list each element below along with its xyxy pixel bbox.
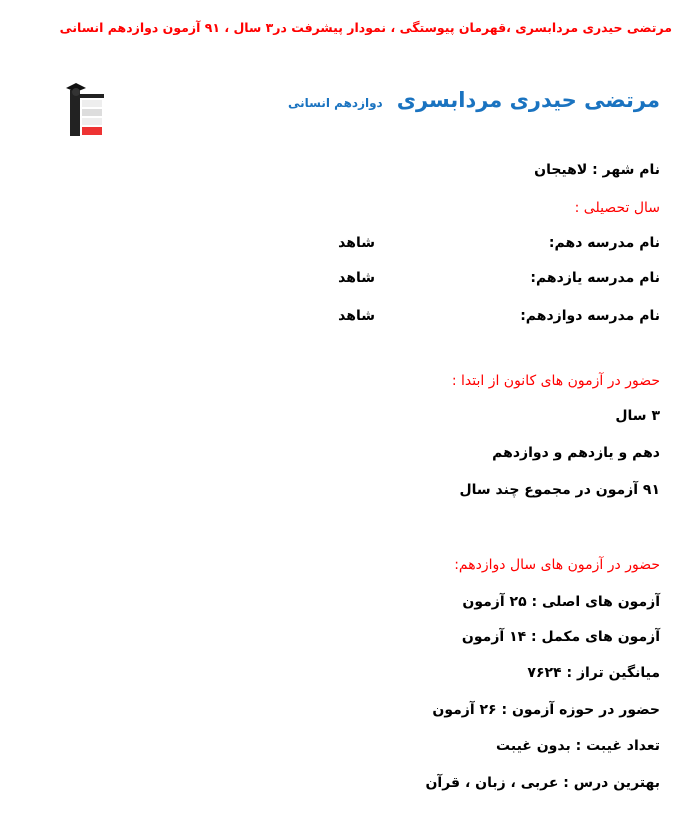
- since-start-heading: حضور در آزمون های کانون از ابتدا :: [451, 373, 660, 389]
- grade12-line: میانگین تراز : ۷۶۲۴: [527, 665, 660, 681]
- grade12-line: حضور در حوزه آزمون : ۲۶ آزمون: [432, 702, 660, 718]
- student-header: [288, 88, 660, 112]
- school-label: نام مدرسه دهم:: [548, 235, 660, 251]
- grade12-heading: حضور در آزمون های سال دوازدهم:: [454, 557, 660, 573]
- city: نام شهر : لاهیجان: [534, 162, 660, 178]
- since-start-line: ۹۱ آزمون در مجموع چند سال: [459, 482, 660, 498]
- since-start-line: دهم و یازدهم و دوازدهم: [492, 445, 660, 461]
- school-label: نام مدرسه یازدهم:: [530, 270, 660, 286]
- school-value: شاهد: [338, 308, 375, 324]
- school-value: شاهد: [338, 270, 375, 286]
- grade12-line: آزمون های مکمل : ۱۴ آزمون: [461, 629, 660, 645]
- page-title: مرتضی حیدری مردابسری ،قهرمان پیوستگی ، نمودار پیشرفت در۳ سال ، ۹۱ آزمون دوازدهم انسانی: [59, 20, 672, 35]
- student-grade: دوازدهم انسانی: [288, 96, 383, 110]
- academic-year-label: سال تحصیلی :: [574, 200, 660, 216]
- school-value: شاهد: [338, 235, 375, 251]
- since-start-line: ۳ سال: [615, 408, 660, 424]
- grade12-line: تعداد غیبت : بدون غیبت: [496, 738, 660, 754]
- grade12-line: بهترین درس : عربی ، زبان ، قرآن: [425, 775, 660, 791]
- school-label: نام مدرسه دوازدهم:: [520, 308, 660, 324]
- grade12-line: آزمون های اصلی : ۲۵ آزمون: [462, 594, 660, 610]
- student-name: مرتضی حیدری مردابسری: [396, 88, 660, 112]
- kanoon-logo: [62, 82, 110, 138]
